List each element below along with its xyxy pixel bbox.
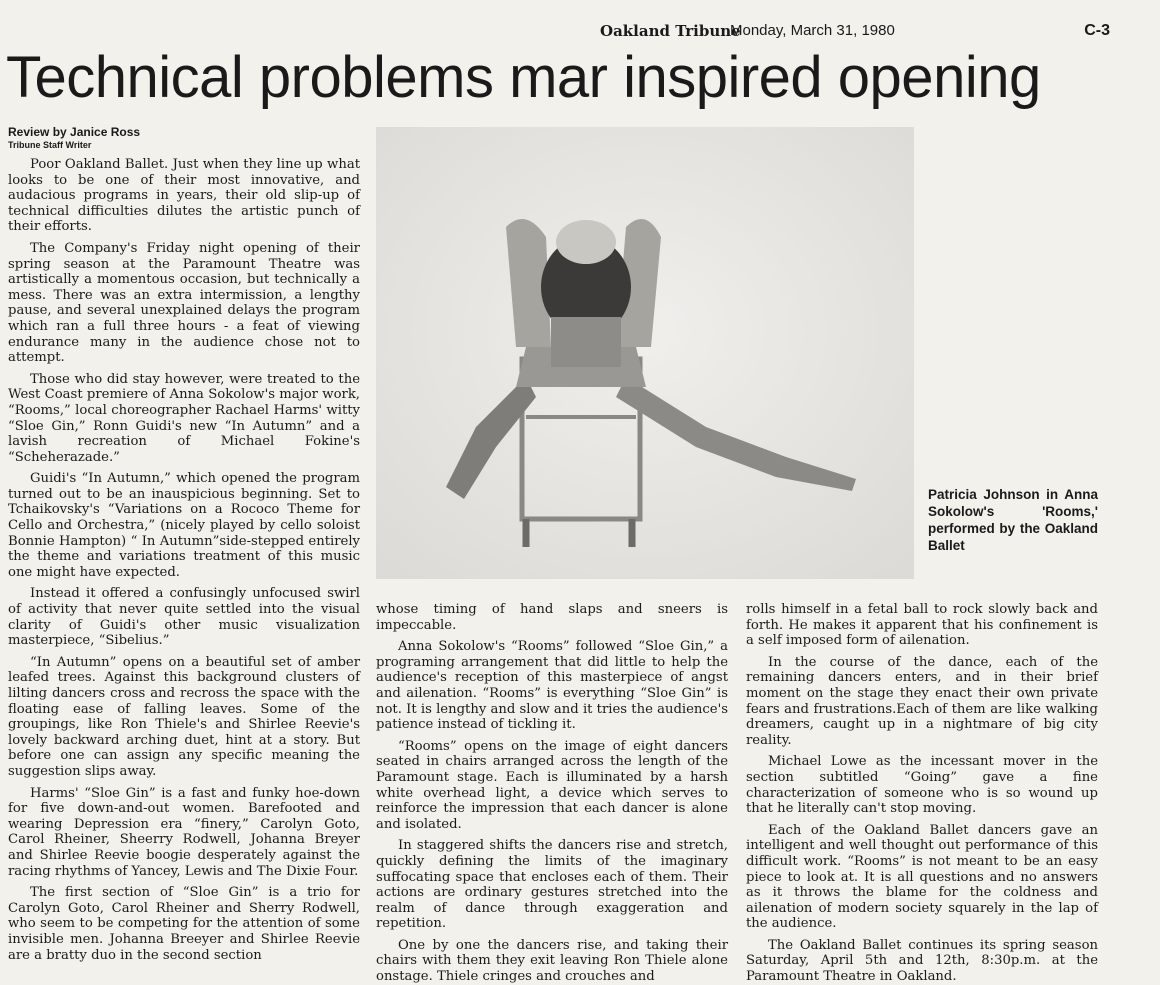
- paragraph: One by one the dancers rise, and taking their chairs with them they exit leaving Ron Thiele alone onstage. Thiele cringes and crouches and: [376, 937, 728, 985]
- headline: Technical problems mar inspired opening: [6, 45, 1041, 110]
- paragraph: The Oakland Ballet continues its spring season Saturday, April 5th and 12th, 8:30p.m. at the Paramount Theatre in Oakland.: [746, 937, 1098, 985]
- paragraph: Guidi's “In Autumn,” which opened the program turned out to be an inauspicious beginning. Set to Tchaikovsky's “Variations on a Rococo Theme for Cello and Orchestra,” (nicely played by cello soloist Bonnie Hampton) “ In Autumn”side-stepped entirely the theme and variations treatment of this music one might have expected.: [8, 471, 360, 580]
- article-column-2: [376, 602, 728, 985]
- paragraph: Instead it offered a confusingly unfocused swirl of activity that never quite settled into the visual clarity of Guidi's other music visualization masterpiece, “Sibelius.”: [8, 586, 360, 649]
- paragraph: Harms' “Sloe Gin” is a fast and funky hoe-down for five down-and-out women. Barefooted and wearing Depression era “finery,” Carolyn Goto, Carol Rheiner, Sheerry Rodwell, Johanna Breyer and Shirlee Reevie boogie desperately against the racing rhythms of Yancey, Lewis and The Dixie Four.: [8, 785, 360, 879]
- issue-date: Monday, March 31, 1980: [730, 22, 895, 39]
- paragraph: Michael Lowe as the incessant mover in the section subtitled “Going” gave a fine characterization of someone who is so wound up that he literally can't stop moving.: [746, 754, 1098, 817]
- byline: [8, 125, 368, 151]
- paragraph: The first section of “Sloe Gin” is a trio for Carolyn Goto, Carol Rheiner and Sherry Rodwell, who seem to be competing for the attention of some invisible men. Johanna Breeyer and Shirlee Reevie are a bratty duo in the second section: [8, 885, 360, 963]
- paragraph: “In Autumn” opens on a beautiful set of amber leafed trees. Against this background clusters of lilting dancers cross and recross the space with the floating ease of falling leaves. Some of the groupings, like Ron Thiele's and Shirlee Reevie's lovely backward arching duet, hint at a story. But before one can assign any specific meaning the suggestion slips away.: [8, 654, 360, 779]
- paragraph: The Company's Friday night opening of their spring season at the Paramount Theatre was artistically a momentous occasion, but technically a mess. There was an extra intermission, a lengthy pause, and several unexplained delays the program which ran a full three hours - a feat of viewing endurance many in the audience chose not to attempt.: [8, 240, 360, 366]
- page-number: C-3: [1084, 22, 1110, 39]
- byline-title: Tribune Staff Writer: [8, 140, 92, 150]
- article-column-3: [746, 602, 1098, 985]
- paragraph: Those who did stay however, were treated to the West Coast premiere of Anna Sokolow's major work, “Rooms,” local choreographer Rachael Harms' witty “Sloe Gin,” Ronn Guidi's new “In Autumn” and a lavish recreation of Michael Fokine's “Scheherazade.”: [8, 371, 360, 465]
- paragraph: In the course of the dance, each of the remaining dancers enters, and in their brief moment on the stage they enact their own private fears and frustrations.Each of them are like walking dreamers, caught up in a nightmare of big city reality.: [746, 654, 1098, 748]
- masthead: [600, 22, 1110, 42]
- paragraph: Each of the Oakland Ballet dancers gave an intelligent and well thought out performance of this difficult work. “Rooms” is not meant to be an easy piece to look at. It is all questions and no answers as it throws the blame for the coldness and ailenation of modern society squarely in the lap of the audience.: [746, 822, 1098, 932]
- article-column-1: [8, 157, 360, 961]
- paragraph: rolls himself in a fetal ball to rock slowly back and forth. He makes it apparent that his confinement is a self imposed form of ailenation.: [746, 602, 1098, 649]
- paragraph: “Rooms” opens on the image of eight dancers seated in chairs arranged across the length of the Paramount stage. Each is illuminated by a harsh white overhead light, a device which serves to reinforce the impression that each dancer is alone and isolated.: [376, 738, 728, 832]
- byline-author: Review by Janice Ross: [8, 125, 141, 139]
- paragraph: In staggered shifts the dancers rise and stretch, quickly defining the limits of the imaginary suffocating space that encloses each of them. Their actions are ordinary gestures stretched into the realm of dance through exaggeration and repetition.: [376, 838, 728, 932]
- paragraph: whose timing of hand slaps and sneers is impeccable.: [376, 602, 728, 633]
- paragraph: Poor Oakland Ballet. Just when they line up what looks to be one of their most innovative, and audacious programs in years, their old slip-up of technical difficulties dilutes the artistic punch of their efforts.: [8, 157, 360, 235]
- paragraph: Anna Sokolow's “Rooms” followed “Sloe Gin,” a programing arrangement that did little to help the audience's reception of this masterpiece of angst and ailenation. “Rooms” is everything “Sloe Gin” is not. It is lengthy and slow and it tries the audience's patience instead of tickling it.: [376, 639, 728, 733]
- newspaper-name: Oakland Tribune: [600, 22, 741, 40]
- photo-caption: Patricia Johnson in Anna Sokolow's 'Rooms,' performed by the Oakland Ballet: [928, 487, 1098, 553]
- dancer-on-chair-photo: [376, 127, 914, 579]
